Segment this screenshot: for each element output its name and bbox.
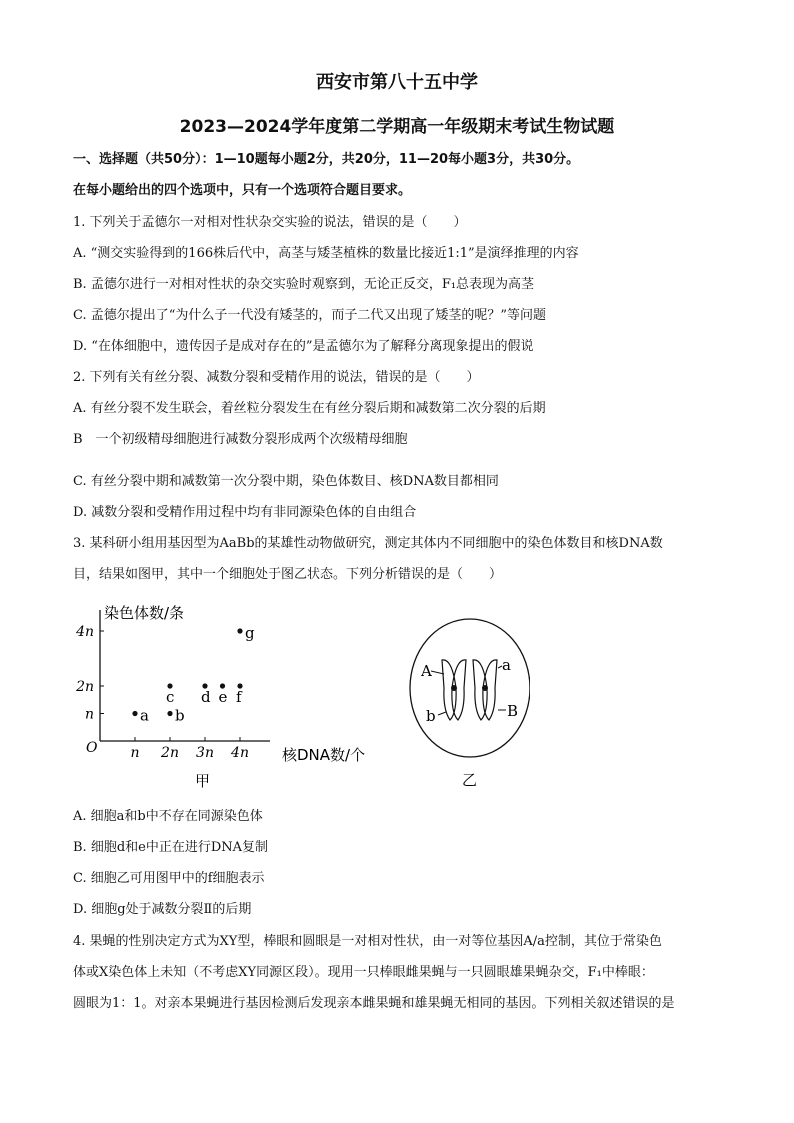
cell-membrane [410,619,530,757]
question-4-line2: 体或X染色体上未知（不考虑XY同源区段）。现用一只棒眼雌果蝇与一只圆眼雄果蝇杂交，F₁中棒眼： [73,965,654,980]
question-3-stem-line1: 3. 某科研小组用基因型为AaBb的某雄性动物做研究，测定其体内不同细胞中的染色体数目和核DNA数 [73,536,663,551]
data-point-label: c [166,688,175,706]
section-instruction: 在每小题给出的四个选项中，只有一个选项符合题目要求。 [73,183,412,198]
question-4-line3: 圆眼为1：1。对亲本果蝇进行基因检测后发现亲本雌果蝇和雄果蝇无相同的基因。下列相关叙述错误的是 [73,996,675,1011]
section-heading: 一、选择题（共50分）：1—10题每小题2分，共20分，11—20每小题3分，共30分。 [73,152,580,167]
data-point-label: d [201,688,211,706]
question-2-option-c: C. 有丝分裂中期和减数第一次分裂中期，染色体数目、核DNA数目都相同 [73,474,499,489]
y-tick-label: 4n [76,624,94,640]
question-1-option-b: B. 孟德尔进行一对相对性状的杂交实验时观察到，无论正反交，F₁总表现为高茎 [73,277,535,292]
exam-title: 2023—2024学年度第二学期高一年级期末考试生物试题 [179,117,615,137]
question-1-option-d: D. “在体细胞中，遗传因子是成对存在的”是孟德尔为了解释分离现象提出的假说 [73,339,534,354]
figure-yi-caption: 乙 [462,771,478,789]
data-point-a [132,711,137,716]
question-2-option-d: D. 减数分裂和受精作用过程中均有非同源染色体的自由组合 [73,505,417,520]
question-3-option-c: C. 细胞乙可用图甲中的f细胞表示 [73,871,265,886]
question-2-option-b: B 一个初级精母细胞进行减数分裂形成两个次级精母细胞 [73,432,408,447]
figure-yi-cell [410,619,530,757]
question-3-option-d: D. 细胞g处于减数分裂Ⅱ的后期 [73,902,252,917]
question-3-figure [70,598,530,798]
data-point-label: e [218,688,228,706]
x-tick-label: 4n [231,745,249,761]
question-2-option-a: A. 有丝分裂不发生联会，着丝粒分裂发生在有丝分裂后期和减数第二次分裂的后期 [73,401,546,416]
y-tick-label: 2n [76,679,94,695]
chromosome-left [442,660,466,720]
data-point-label: b [175,706,185,725]
question-3-option-a: A. 细胞a和b中不存在同源染色体 [73,809,263,824]
x-axis-label: 核DNA数/个 [282,746,366,764]
data-point-g [237,628,242,633]
question-1-stem: 1. 下列关于孟德尔一对相对性状杂交实验的说法，错误的是（ ） [73,215,467,230]
figure-jia-caption: 甲 [195,772,211,790]
data-point-label: f [236,688,242,706]
gene-label-a: a [502,656,511,674]
data-point-group [132,624,255,725]
question-1-option-c: C. 孟德尔提出了“为什么子一代没有矮茎的，而子二代又出现了矮茎的呢？”等问题 [73,308,547,323]
data-point-b [167,711,172,716]
question-4-line1: 4. 果蝇的性别决定方式为XY型，棒眼和圆眼是一对相对性状，由一对等位基因A/a控制，其位于常染色 [73,934,662,949]
x-tick-label: 2n [161,745,179,761]
question-2-stem: 2. 下列有关有丝分裂、减数分裂和受精作用的说法，错误的是（ ） [73,370,480,385]
gene-label-B: B [507,702,519,720]
origin-label: O [86,740,98,756]
school-title: 西安市第八十五中学 [316,72,478,93]
x-tick-label: n [130,745,140,761]
data-point-label: g [245,624,255,642]
data-point-label: a [140,706,149,725]
question-3-option-b: B. 细胞d和e中正在进行DNA复制 [73,840,269,855]
question-1-option-a: A. “测交实验得到的166株后代中，高茎与矮茎植株的数量比接近1:1”是演绎推理的内容 [73,246,579,261]
x-tick-label: 3n [196,745,214,761]
y-axis-label: 染色体数/条 [104,604,185,622]
chromosome-right [473,660,497,720]
gene-label-b: b [426,707,436,725]
question-3-stem-line2: 目，结果如图甲，其中一个细胞处于图乙状态。下列分析错误的是（ ） [73,567,503,582]
gene-label-A: A [421,662,432,680]
y-tick-label: n [84,706,94,723]
